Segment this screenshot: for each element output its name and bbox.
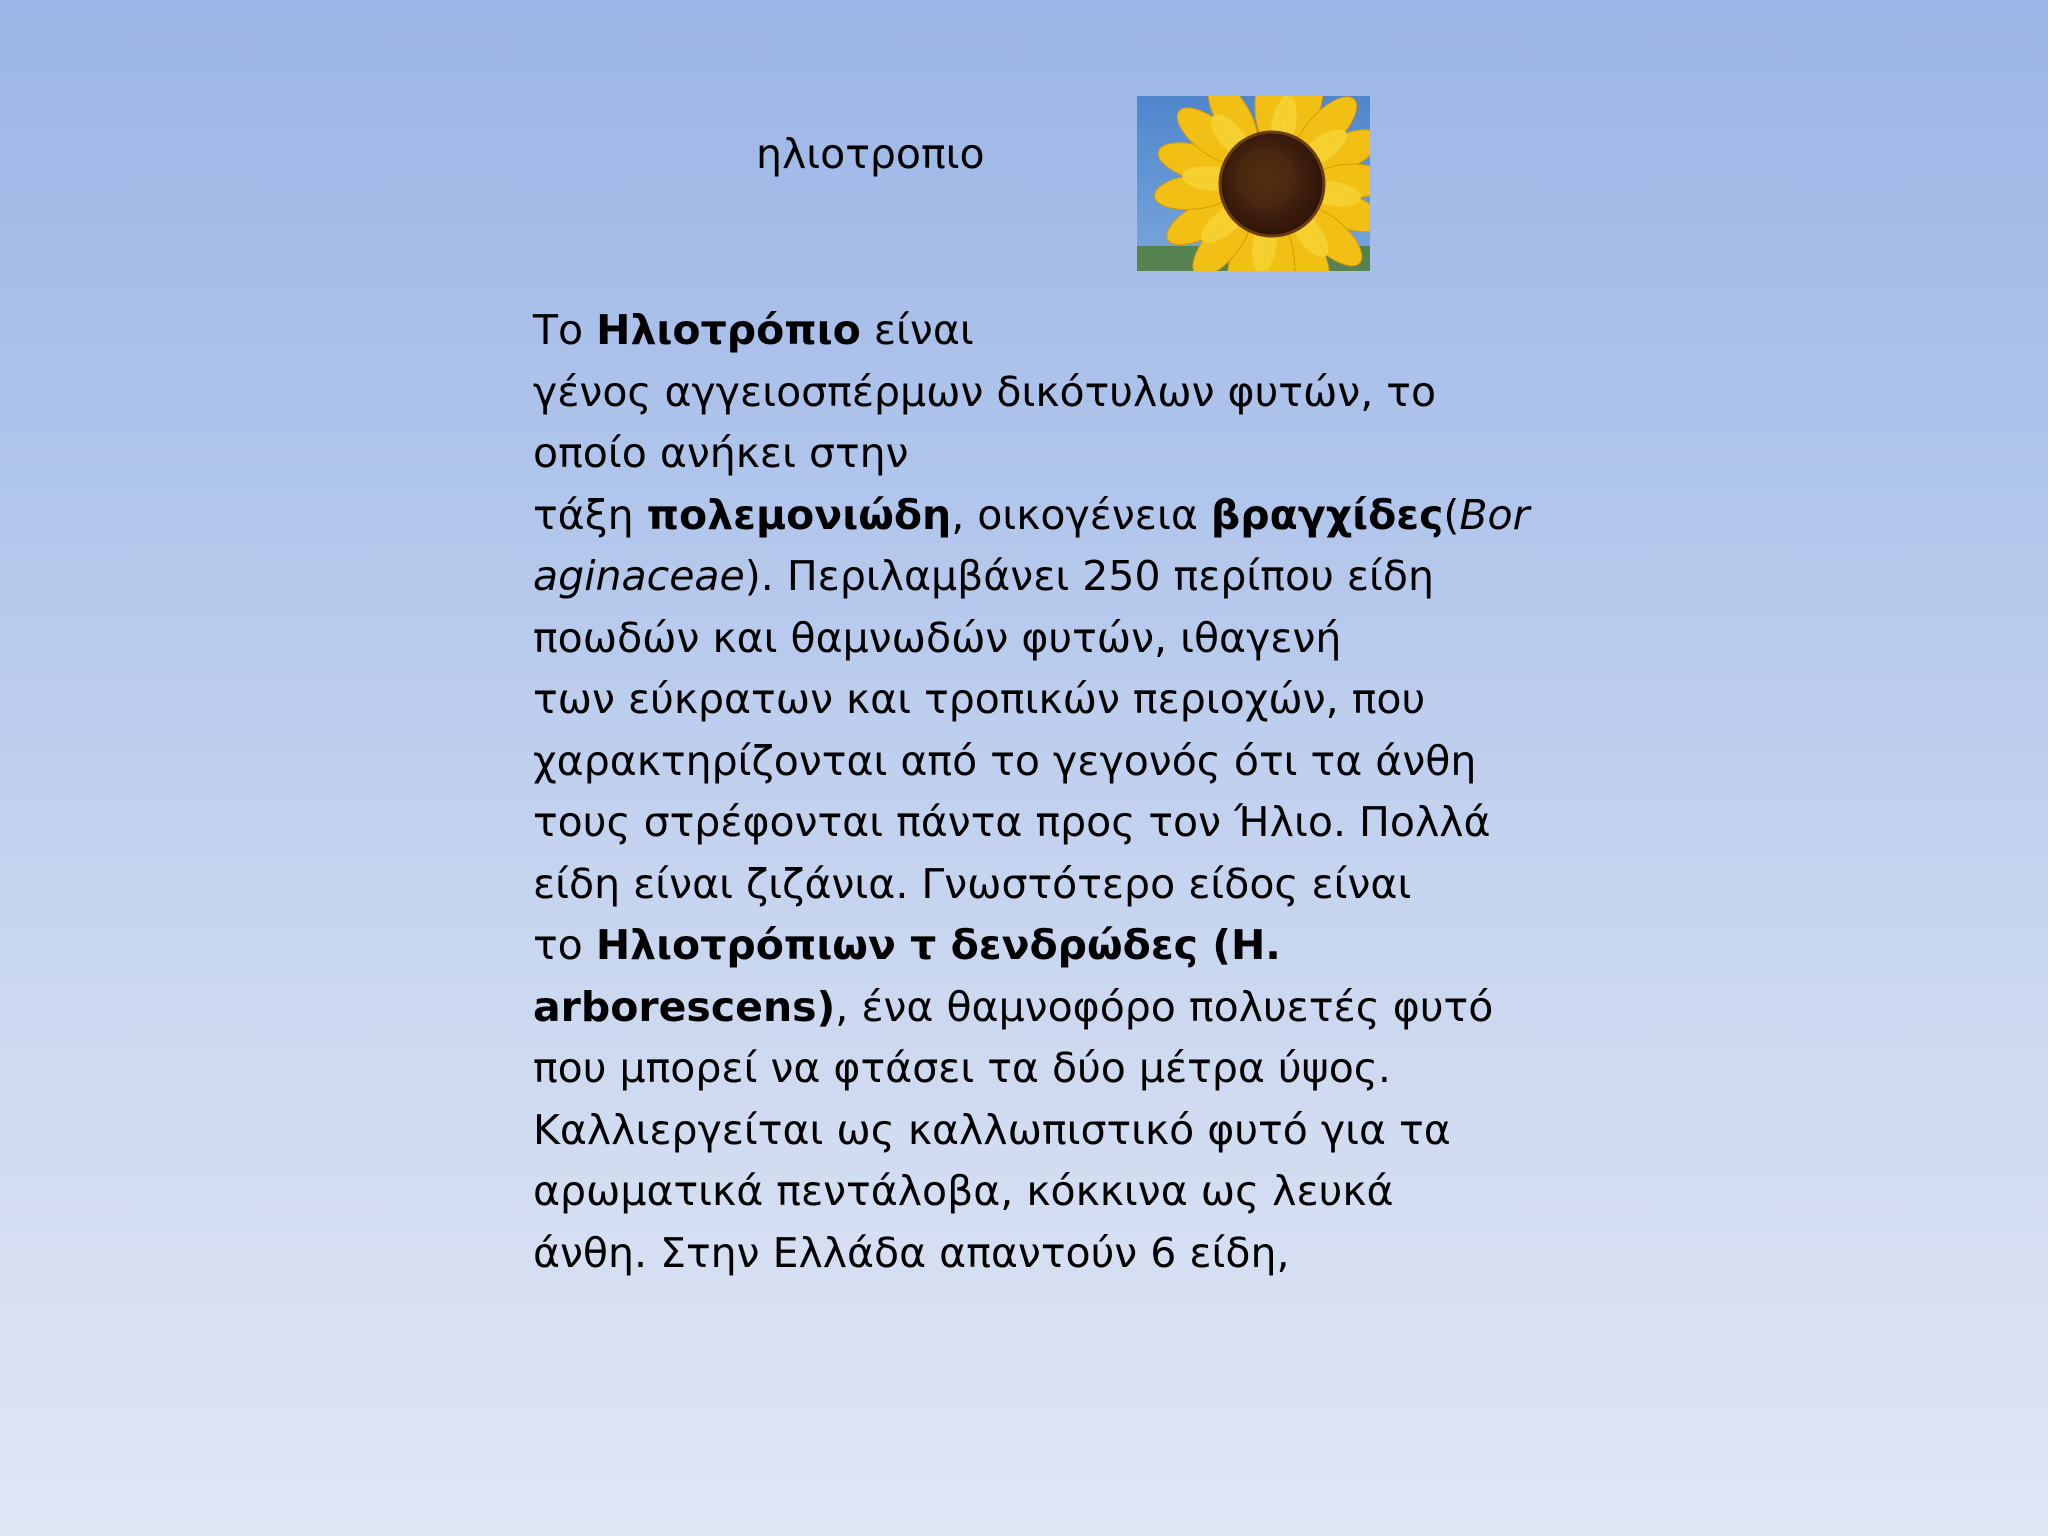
text-line: είδη είναι ζιζάνια. Γνωστότερο είδος είναι	[533, 859, 1412, 908]
text-span: τάξη	[533, 490, 647, 539]
text-line	[533, 300, 1523, 362]
text-line: ποωδών και θαμνωδών φυτών, ιθαγενή	[533, 613, 1342, 662]
text-line: οποίο ανήκει στην	[533, 429, 909, 477]
text-span: Το	[533, 306, 597, 354]
text-line	[533, 485, 1530, 547]
text-line: που μπορεί να φτάσει τα δύο μέτρα ύψος.	[533, 1044, 1391, 1092]
text-line	[533, 977, 1523, 1039]
text-line: των εύκρατων και τροπικών περιοχών, που	[533, 675, 1426, 723]
italic-term: aginaceae	[533, 552, 745, 600]
sunflower-icon	[1137, 96, 1370, 271]
text-line: γένος αγγειοσπέρμων δικότυλων φυτών, το	[533, 367, 1437, 416]
text-line: χαρακτηρίζονται από το γεγονός ότι τα άνθη	[533, 736, 1477, 785]
text-line: Καλλιεργείται ως καλλωπιστικό φυτό για τα	[533, 1105, 1451, 1154]
text-span: το	[533, 921, 596, 969]
bold-term: Ηλιοτρόπιο	[596, 306, 861, 354]
slide-title: ηλιοτροπιο	[756, 130, 985, 178]
text-span: είναι	[860, 306, 974, 354]
bold-term: arborescens)	[533, 982, 836, 1031]
bold-term: πολεμονιώδη	[646, 490, 952, 539]
description-paragraph	[533, 300, 1530, 1284]
text-line: τους στρέφονται πάντα προς τον Ήλιο. Πολλά	[533, 798, 1491, 846]
text-line	[533, 915, 1523, 977]
italic-term: Bor	[1459, 490, 1530, 539]
sunflower-image	[1137, 96, 1370, 271]
text-line: αρωματικά πεντάλοβα, κόκκινα ως λευκά	[533, 1167, 1394, 1215]
bold-term: βραγχίδες	[1210, 490, 1444, 539]
text-line: άνθη. Στην Ελλάδα απαντούν 6 είδη,	[533, 1228, 1290, 1277]
text-span: , ένα θαμνοφόρο πολυετές φυτό	[835, 982, 1494, 1031]
bold-term: Ηλιοτρόπιων τ δενδρώδες (Η.	[595, 921, 1281, 969]
text-span: ). Περιλαμβάνει 250 περίπου είδη	[744, 552, 1434, 600]
text-span: (	[1443, 490, 1460, 539]
text-line	[533, 546, 1523, 608]
text-span: , οικογένεια	[951, 490, 1211, 539]
